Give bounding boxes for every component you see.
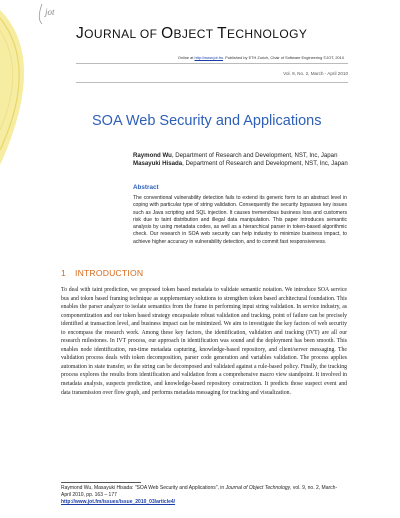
abstract-heading: Abstract: [133, 184, 159, 191]
author-list: [133, 152, 348, 169]
author-line: Masayuki Hisada, Department of Research and Development, NST, Inc, Japan: [133, 160, 348, 168]
citation-footer: Raymond Wu, Masayuki Hisada: "SOA Web Security and Applications", in Journal of Object Technology, vol. 9, no. 2, March-April 2010, pp. 163 – 177 http://www.jot.fm/issues/issue_2010_03/article4/: [61, 485, 338, 505]
section-body: To deal with taint prediction, we proposed token based metadata to validate semantic notation. We introduce SOA service bus and token based framing technique as supplementary solutions to strengthen token based architectural foundation. This enables the parser analyzer to isolate semantics from the frame in performing input string validation. In service industry, as componentization and our token based strategy encapsulate robust validation and tracking, point of failure can be precisely identified at transaction level, and business impact can be minimized. We aim to investigate the key factors of web security to encompass the research work. Among these key factors, the identification, validation and tracking (IVT) are all our research milestones. In IVT process, our approach in identification was sound and the deployment has been smooth. This enables node identification, run-time metadata capturing, knowledge-based repository, and client/server messaging. The validation process deals with token decomposition, parser code generation and variables validation. The process applies automation in state transfer, so the string can be decomposed and validated against a rule-based policy. Finally, the tracking process explores the results from identification and validation from a comprehensive macro view standpoint. It involved in metadata analysis, suspects prediction, and knowledge-based repository construction. It predicts those suspect event and data transmission over flow graph, and performs metadata messaging for tracking and visualization.: [61, 287, 347, 396]
svg-text:jot: jot: [45, 7, 55, 17]
abstract-text: The conventional vulnerability detection fails to extend its generic form to an abstract level in coping with particular type of string validation. Consequently the security bypasses key issues such as Java scripting and SQL injection. It causes tremendous business loss and customers risk due to taint distribution and illegal data manipulation. This paper introduces semantic analysis by using metadata codes, as well as a hierarchical parser in token-based algorithmic check. Our research in SOA web security can help industry to minimize business impact, to achieve higher accuracy in vulnerability detection, and to commit fast responsiveness.: [133, 195, 347, 245]
article-link[interactable]: http://www.jot.fm/issues/issue_2010_03/article4/: [61, 498, 176, 505]
jot-logo: [36, 2, 64, 26]
volume-info: Vol. 9, No. 2, March - April 2010: [283, 71, 348, 76]
author-line: Raymond Wu, Department of Research and Development, NST, Inc, Japan: [133, 152, 338, 159]
header-divider: [76, 82, 348, 83]
journal-link[interactable]: http://www.jot.fm: [194, 55, 224, 60]
journal-title: JOURNAL OF OBJECT TECHNOLOGY: [76, 25, 308, 42]
publication-info: Online at http://www.jot.fm. Published by ETH Zurich, Chair of Software Engineering ©JOT, 2010: [177, 55, 344, 60]
paper-title: SOA Web Security and Applications: [92, 113, 322, 129]
section-heading: [61, 268, 143, 278]
footer-divider: [61, 482, 141, 483]
section-title: INTRODUCTION: [74, 268, 144, 278]
header-divider: [76, 63, 348, 64]
section-number: 1: [61, 268, 66, 278]
